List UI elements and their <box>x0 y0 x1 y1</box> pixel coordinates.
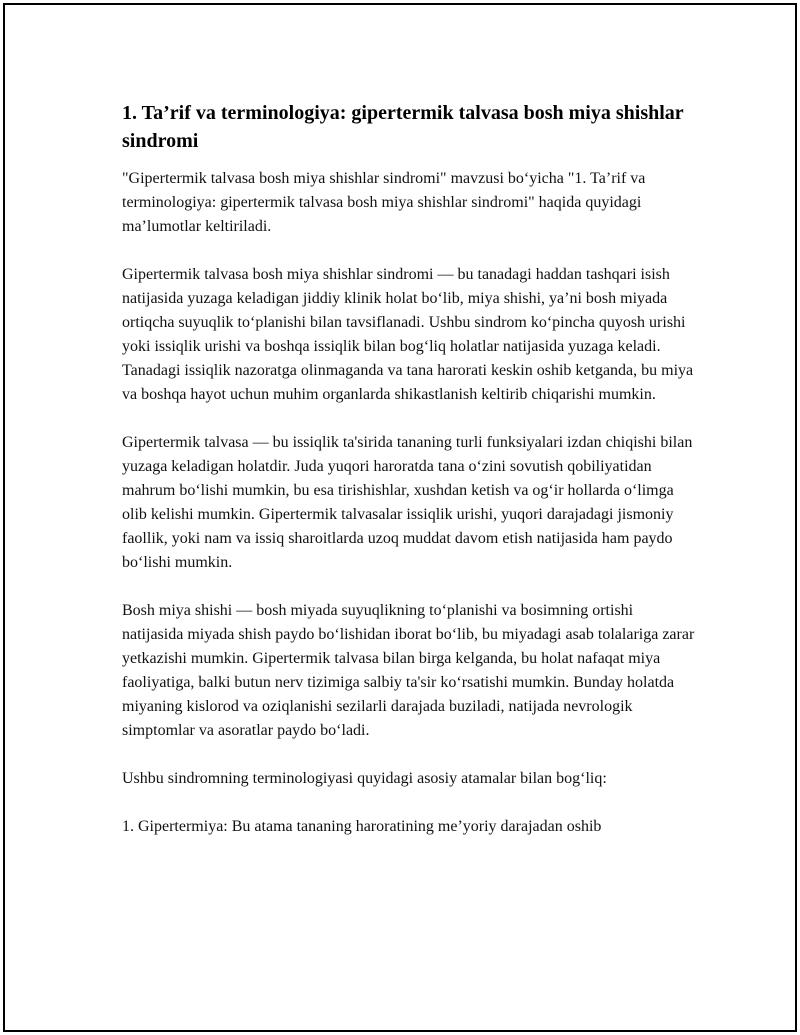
definition-paragraph: Gipertermik talvasa bosh miya shishlar sindromi — bu tanadagi haddan tashqari isish natijasida yuzaga keladigan jiddiy klinik holat bo‘lib, miya shishi, ya’ni bosh miyada ortiqcha suyuqlik to‘planishi bilan tavsiflanadi. Ushbu sindrom ko‘pincha quyosh urishi yoki issiqlik urishi va boshqa issiqlik bilan bog‘liq holatlar natijasida yuzaga keladi. Tanadagi issiqlik nazoratga olinmaganda va tana harorati keskin oshib ketganda, bu miya va boshqa hayot uchun muhim organlarda shikastlanish keltirib chiqarishi mumkin. <box>122 266 694 403</box>
section-heading: 1. Ta’rif va terminologiya: gipertermik talvasa bosh miya shishlar sindromi <box>122 102 684 152</box>
intro-paragraph: "Gipertermik talvasa bosh miya shishlar sindromi" mavzusi bo‘yicha "1. Ta’rif va terminologiya: gipertermik talvasa bosh miya shishlar sindromi" haqida quyidagi ma’lumotlar keltiriladi. <box>122 170 646 235</box>
page-frame <box>3 3 797 1032</box>
terminology-intro-paragraph: Ushbu sindromning terminologiyasi quyidagi asosiy atamalar bilan bog‘liq: <box>122 770 607 787</box>
hyperthermic-seizure-paragraph: Gipertermik talvasa — bu issiqlik ta'sirida tananing turli funksiyalari izdan chiqishi bilan yuzaga keladigan holatdir. Juda yuqori haroratda tana o‘zini sovutish qobiliyatidan mahrum bo‘lishi mumkin, bu esa tirishishlar, xushdan ketish va og‘ir hollarda o‘limga olib kelishi mumkin. Gipertermik talvasalar issiqlik urishi, yuqori darajadagi jismoniy faollik, yoki nam va issiq sharoitlarda uzoq muddat davom etish natijasida ham paydo bo‘lishi mumkin. <box>122 434 693 571</box>
list-item-hyperthermia: 1. Gipertermiya: Bu atama tananing haroratining me’yoriy darajadan oshib <box>122 818 602 835</box>
brain-edema-paragraph: Bosh miya shishi — bosh miyada suyuqlikning to‘planishi va bosimning ortishi natijasida miyada shish paydo bo‘lishidan iborat bo‘lib, bu miyadagi asab tolalariga zarar yetkazishi mumkin. Gipertermik talvasa bilan birga kelganda, bu holat nafaqat miya faoliyatiga, balki butun nerv tizimiga salbiy ta'sir ko‘rsatishi mumkin. Bunday holatda miyaning kislorod va oziqlanishi sezilarli darajada buziladi, natijada nevrologik simptomlar va asoratlar paydo bo‘ladi. <box>122 602 695 739</box>
document-body <box>122 99 697 863</box>
